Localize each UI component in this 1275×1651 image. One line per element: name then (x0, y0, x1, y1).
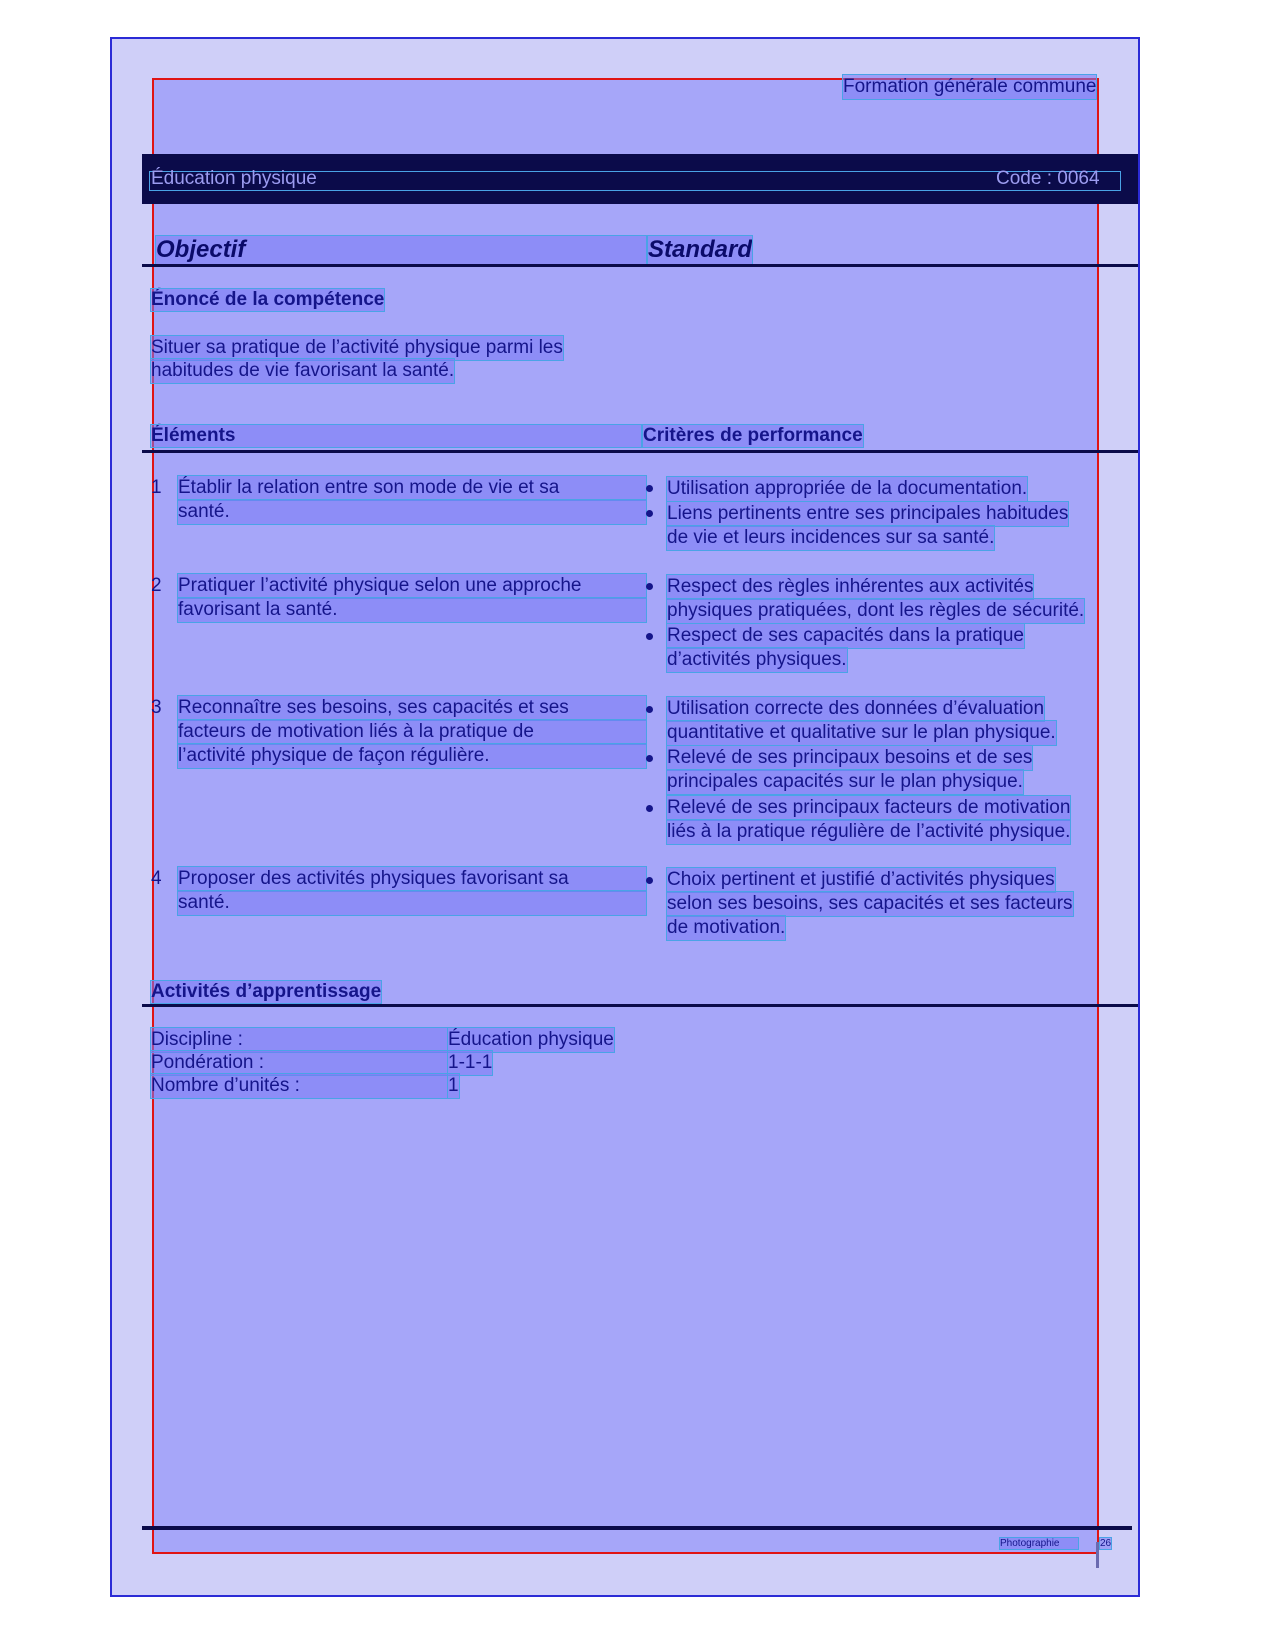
criterion-line: Respect des règles inhérentes aux activités (667, 576, 1034, 597)
element-text-line: facteurs de motivation liés à la pratique de (178, 720, 646, 744)
criterion-line: principales capacités sur le plan physique. (667, 771, 1023, 792)
weighting-label: Pondération : (151, 1051, 447, 1075)
bullet-icon (646, 633, 653, 640)
competence-line-2: habitudes de vie favorisant la santé. (151, 360, 455, 381)
criterion-line: selon ses besoins, ses capacités et ses facteurs (667, 893, 1073, 914)
element-number: 4 (151, 868, 162, 889)
bullet-icon (646, 583, 653, 590)
element-text-line: Proposer des activités physiques favorisant sa (178, 867, 646, 891)
criterion-line: Utilisation correcte des données d’évaluation (667, 698, 1045, 719)
element-number: 3 (151, 697, 162, 718)
elements-heading: Éléments (151, 425, 641, 447)
criterion-line: Choix pertinent et justifié d’activités physiques (667, 869, 1055, 890)
margin-marker (1096, 1542, 1099, 1568)
element-text-line: santé. (178, 891, 646, 915)
element-text-line: santé. (178, 500, 646, 524)
element-text-line: Établir la relation entre son mode de vie et sa (178, 476, 646, 500)
objective-heading: Objectif (156, 236, 646, 264)
element-text-line: Pratiquer l’activité physique selon une approche (178, 574, 646, 598)
footer-rule (142, 1526, 1132, 1530)
units-value: 1 (448, 1075, 459, 1096)
criterion-line: Respect de ses capacités dans la pratique (667, 625, 1024, 646)
heading-rule (142, 264, 1138, 267)
element-text-line: Reconnaître ses besoins, ses capacités et ses (178, 696, 646, 720)
element-number: 2 (151, 575, 162, 596)
criterion-line: Liens pertinents entre ses principales habitudes (667, 503, 1069, 524)
criterion-line: liés à la pratique régulière de l’activité physique. (667, 821, 1071, 842)
element-number: 1 (151, 477, 162, 498)
program-title: Formation générale commune (843, 76, 1097, 97)
course-code: Code : 0064 (996, 168, 1100, 189)
criterion-line: de vie et leurs incidences sur sa santé. (667, 527, 995, 548)
bullet-icon (646, 485, 653, 492)
criterion-line: physiques pratiquées, dont les règles de sécurité. (667, 600, 1085, 621)
criterion-line: Relevé de ses principaux facteurs de motivation (667, 797, 1071, 818)
competence-title: Énoncé de la compétence (151, 289, 385, 310)
standard-heading: Standard (648, 236, 753, 263)
bullet-icon (646, 755, 653, 762)
criteria-heading: Critères de performance (643, 425, 863, 446)
bullet-icon (646, 877, 653, 884)
discipline-label: Discipline : (151, 1028, 447, 1052)
activities-title: Activités d’apprentissage (151, 981, 382, 1002)
discipline-value: Éducation physique (448, 1029, 614, 1050)
criterion-line: d’activités physiques. (667, 649, 847, 670)
criterion-line: Relevé de ses principaux besoins et de ses (667, 747, 1033, 768)
competence-line-1: Situer sa pratique de l’activité physique parmi les (151, 337, 563, 358)
criterion-line: de motivation. (667, 917, 786, 938)
criterion-line: Utilisation appropriée de la documentation. (667, 478, 1028, 499)
element-text-line: l’activité physique de façon régulière. (178, 744, 646, 768)
bullet-icon (646, 706, 653, 713)
elements-rule (142, 450, 1138, 453)
bullet-icon (646, 805, 653, 812)
page-number: 26 (1100, 1538, 1112, 1549)
weighting-value: 1-1-1 (448, 1052, 493, 1073)
element-text-line: favorisant la santé. (178, 598, 646, 622)
course-name: Éducation physique (151, 168, 317, 189)
activities-rule (142, 1004, 1138, 1007)
footer-label: Photographie (1000, 1538, 1078, 1549)
units-label: Nombre d’unités : (151, 1074, 447, 1098)
criterion-line: quantitative et qualitative sur le plan physique. (667, 722, 1056, 743)
bullet-icon (646, 510, 653, 517)
